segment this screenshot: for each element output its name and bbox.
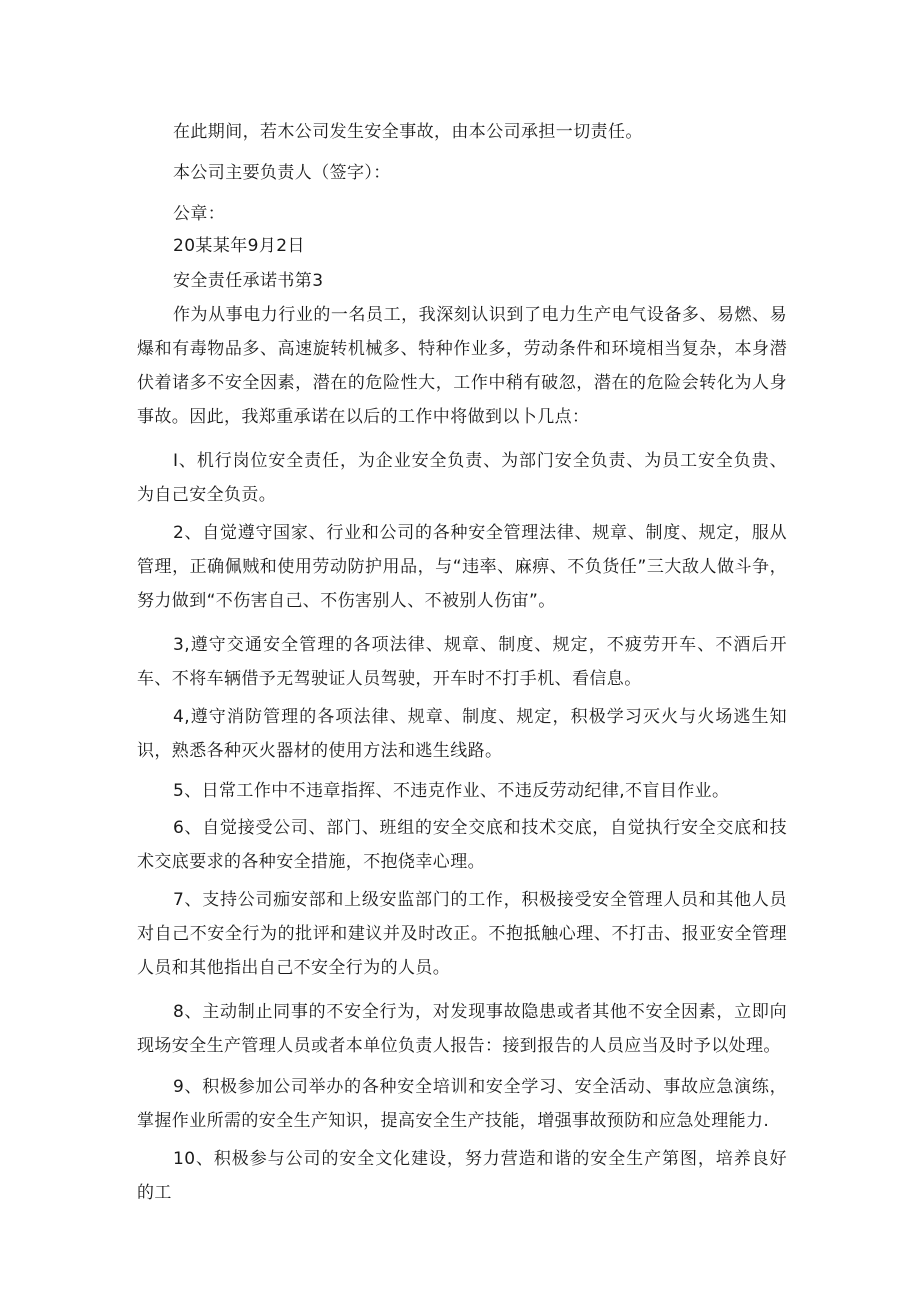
list-item-3: 3,遵守交通安全管理的各项法律、规章、制度、规定，不疲劳开车、不酒后开车、不将车辆借予无驾驶证人员驾驶，开车时不打手机、看信息。 <box>137 635 787 689</box>
list-item-9: 9、积极参加公司举办的各种安全培训和安全学习、安全活动、事故应急演练，掌握作业所需的安全生产知识，提高安全生产技能，增强事故预防和应急处理能力. <box>137 1077 787 1131</box>
list-item-10: 10、积极参与公司的安全文化建设，努力营造和谐的安全生产第图，培养良好的工 <box>137 1149 787 1203</box>
section-title: 安全责任承诺书第3 <box>173 271 324 291</box>
list-item-7: 7、支持公司痂安部和上级安监部门的工作，积极接受安全管理人员和其他人员对自己不安全行为的批评和建议并及时改正。不抱抵触心理、不打击、报亚安全管理人员和其他指出自己不安全行为的人员。 <box>137 890 787 978</box>
list-item-6: 6、自觉接受公司、部门、班组的安全交底和技术交底，自觉执行安全交底和技术交底要求的各种安全措施，不抱侥幸心理。 <box>137 818 787 872</box>
list-item-1: I、机行岗位安全责任，为企业安全负责、为部门安全负责、为员工安全负贵、为自己安全负贡。 <box>137 451 787 505</box>
paragraph-date: 20某某年9月2日 <box>173 236 305 256</box>
list-item-4: 4,遵守消防管理的各项法律、规章、制度、规定，积极学习灭火与火场逃生知识，熟悉各种灭火器材的使用方法和逃生线路。 <box>137 707 787 761</box>
paragraph-principal-signature: 本公司主要负责人（签字）： <box>173 163 391 183</box>
paragraph-liability-statement: 在此期间，若木公司发生安全事故，由本公司承担一切责任。 <box>173 122 643 142</box>
list-item-8: 8、主动制止同事的不安全行为，对发现事故隐患或者其他不安全因素，立即向现场安全生产管理人员或者本单位负责人报告：接到报告的人员应当及时予以处理。 <box>137 1002 787 1056</box>
list-item-5: 5、日常工作中不违章指挥、不违克作业、不违反劳动纪律,不盲目作业。 <box>173 781 730 801</box>
paragraph-company-seal: 公章： <box>173 204 226 224</box>
paragraph-introduction: 作为从事电力行业的一名员工，我深刻认识到了电力生产电气设备多、易燃、易爆和有毒物品多、高速旋转机械多、特种作业多，劳动条件和环境相当复杂，本身潜伏着诸多不安全因素，潜在的危险性大，工作中稍有破忽，潜在的危险会转化为人身事故。因此，我郑重承诺在以后的工作中将做到以卜几点： <box>137 305 787 427</box>
list-item-2: 2、自觉遵守国家、行业和公司的各种安全管理法律、规章、制度、规定，服从管理，正确佩贼和使用劳动防护用品，与“违率、麻痹、不负货任”三大敌人做斗争，努力做到“不伤害自己、不伤害别人、不被别人伤宙”。 <box>137 523 787 611</box>
